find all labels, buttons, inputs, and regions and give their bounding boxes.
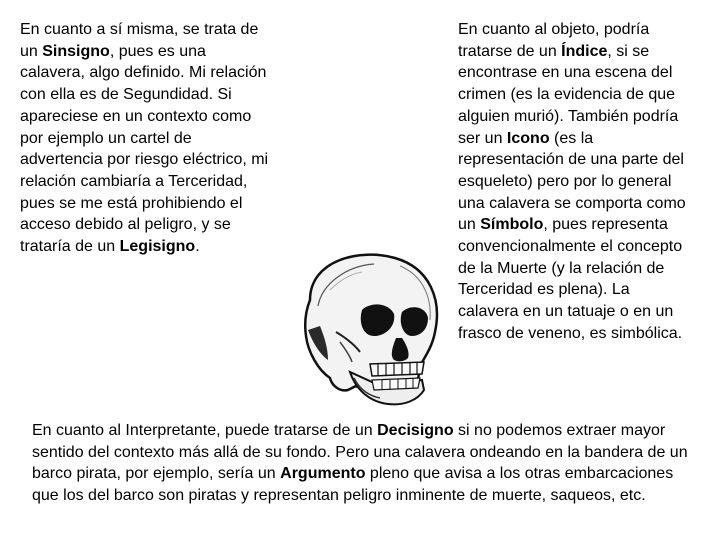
right-text-3: (es la representación de una parte del esqueleto) pero por lo general una calavera se comporta como un (458, 129, 686, 234)
term-icono: Icono (506, 129, 550, 147)
right-text-4: , pues representa convencionalmente el concepto de la Muerte (y la relación de Terceridad es plena). La calavera en un tatuaje o en un frasco de veneno, es simbólica. (458, 216, 683, 342)
right-paragraph (458, 19, 690, 345)
left-text-3: . (195, 238, 200, 256)
bottom-paragraph (32, 420, 704, 507)
term-legisigno: Legisigno (119, 238, 196, 256)
term-sinsigno: Sinsigno (42, 42, 110, 60)
bottom-text-3: pleno que avisa a los otras embarcaciones que los del barco son piratas y representan peligro inminente de muerte, saqueos, etc. (32, 465, 674, 505)
term-indice: Índice (561, 42, 608, 60)
skull-illustration (270, 240, 450, 410)
term-argumento: Argumento (280, 465, 366, 483)
bottom-text-2: si no podemos extraer mayor sentido del contexto más allá de su fondo. Pero una calavera ondeando en la bandera de un barco pirata, por ejemplo, sería un (32, 422, 688, 483)
term-simbolo: Símbolo (480, 216, 544, 234)
left-text-2: , pues es una calavera, algo definido. Mi relación con ella es de Segundidad. Si apareciese en un contexto como por ejemplo un cartel de advertencia por riesgo eléctrico, mi relación cambiaría a Terceridad, pues se me está prohibiendo el acceso debido al peligro, y se trataría de un (20, 42, 269, 256)
right-text-2: , si se encontrase en una escena del crimen (es la evidencia de que alguien murió). También podría ser un (458, 42, 679, 147)
right-text-1: En cuanto al objeto, podría tratarse de un (458, 21, 650, 60)
bottom-text-1: En cuanto al Interpretante, puede tratarse de un (32, 422, 378, 439)
skull-icon (270, 240, 450, 410)
left-text-1: En cuanto a sí misma, se trata de un (20, 21, 259, 60)
left-paragraph (20, 19, 270, 258)
term-decisigno: Decisigno (377, 422, 454, 439)
